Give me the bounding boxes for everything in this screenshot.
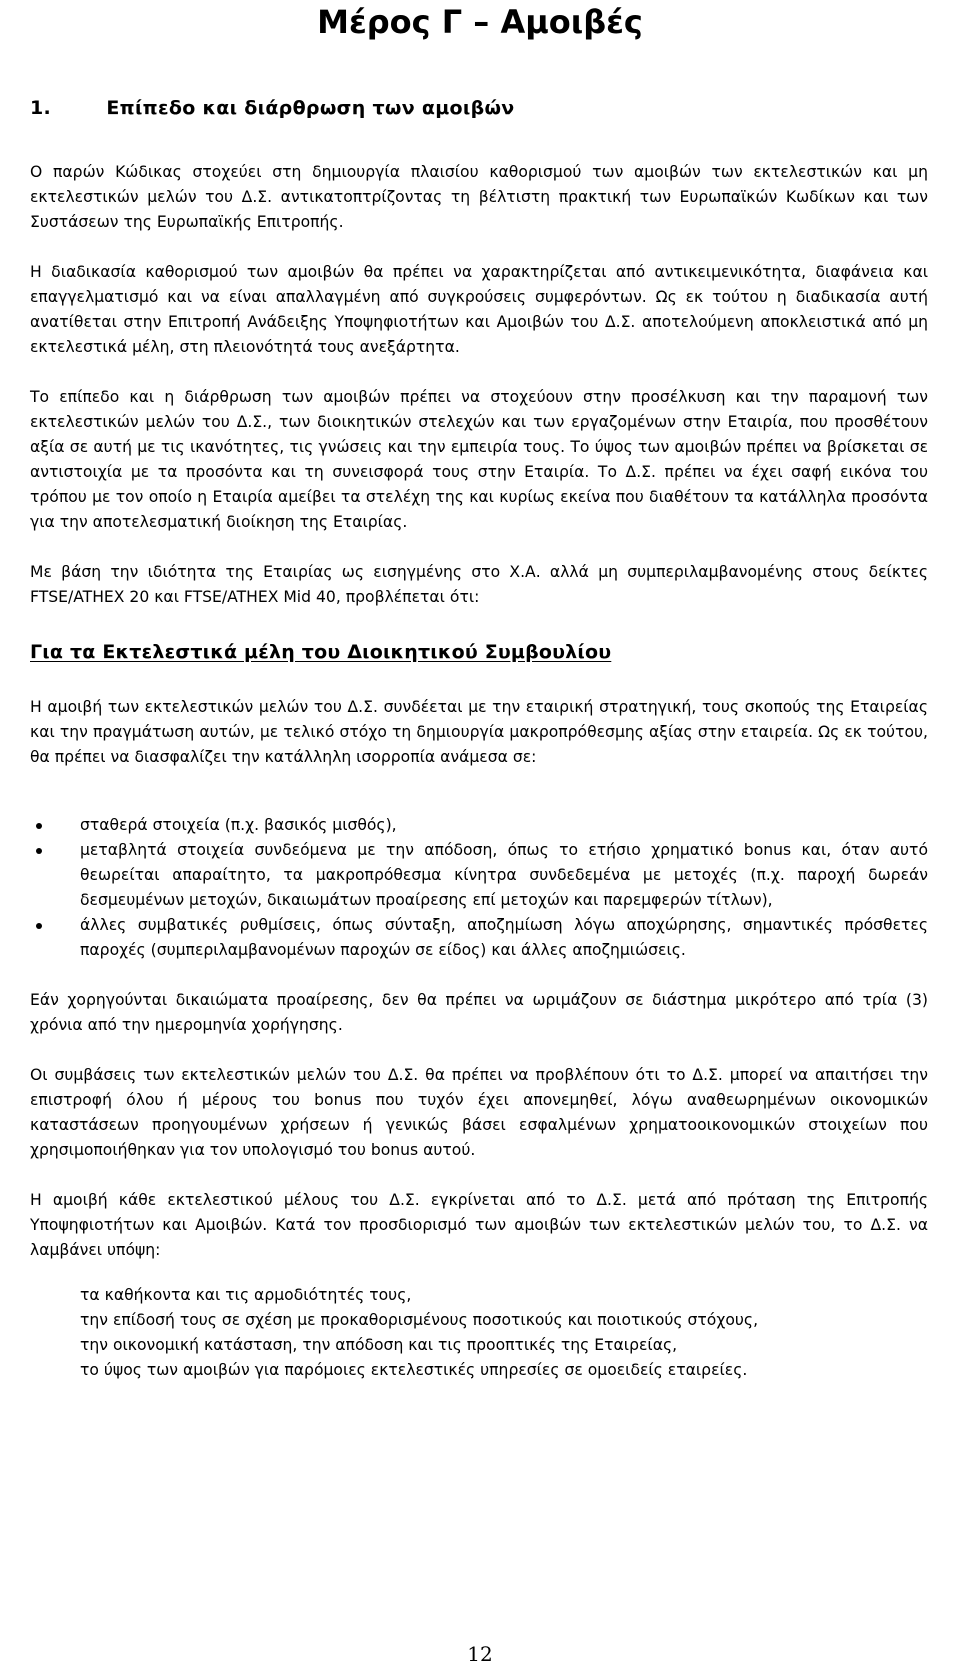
bullet-icon	[36, 823, 42, 829]
page-title: Μέρος Γ – Αμοιβές	[317, 3, 643, 41]
considerations-list	[30, 1283, 928, 1383]
paragraph-remuneration-level: Το επίπεδο και η διάρθρωση των αμοιβών πρέπει να στοχεύουν στην προσέλκυση και την παραμονή των εκτελεστικών μελών του Δ.Σ., των διοικητικών στελεχών και των εργαζομένων στην Εταιρία, που προσθέτουν αξία σε αυτή με τις ικανότητες, τις γνώσεις και την εμπειρία τους. Το ύψος των αμοιβών πρέπει να βρίσκεται σε αντιστοιχία με τα προσόντα και τη συνεισφορά τους στην Εταιρία. Το Δ.Σ. πρέπει να έχει σαφή εικόνα του τρόπου με τον οποίο η Εταιρία αμείβει τα στελέχη της και κυρίως εκείνα που διαθέτουν τα κατάλληλα προσόντα για την αποτελεσματική διοίκηση της Εταιρίας.	[30, 388, 928, 531]
list-item: την οικονομική κατάσταση, την απόδοση και τις προοπτικές της Εταιρείας,	[80, 1336, 678, 1354]
paragraph-remuneration-process: Η διαδικασία καθορισμού των αμοιβών θα πρέπει να χαρακτηρίζεται από αντικειμενικότητα, διαφάνεια και επαγγελματισμό και να είναι απαλλαγμένη από συγκρούσεις συμφερόντων. Ως εκ τούτου η διαδικασία αυτή ανατίθεται στην Επιτροπή Ανάδειξης Υποψηφιοτήτων και Αμοιβών του Δ.Σ. αποτελούμενη αποκλειστικά από μη εκτελεστικά μέλη, στη πλειονότητά τους ανεξάρτητα.	[30, 263, 928, 356]
list-item: τα καθήκοντα και τις αρμοδιότητές τους,	[80, 1286, 412, 1304]
paragraph-code-purpose: Ο παρών Κώδικας στοχεύει στη δημιουργία πλαισίου καθορισμού των αμοιβών των εκτελεστικών και μη εκτελεστικών μελών του Δ.Σ. αντικατοπτρίζοντας τη βέλτιστη πρακτική των Ευρωπαϊκών Κωδίκων και των Συστάσεων της Ευρωπαϊκής Επιτροπής.	[30, 163, 928, 231]
list-item: το ύψος των αμοιβών για παρόμοιες εκτελεστικές υπηρεσίες σε ομοειδείς εταιρείες.	[80, 1361, 748, 1379]
paragraph-executive-balance: Η αμοιβή των εκτελεστικών μελών του Δ.Σ. συνδέεται με την εταιρική στρατηγική, τους σκοπούς της Εταιρείας και την πραγμάτωση αυτών, με τελικό στόχο τη δημιουργία μακροπρόθεσμης αξίας στην εταιρεία. Ως εκ τούτου, θα πρέπει να διασφαλίζει την κατάλληλη ισορροπία ανάμεσα σε:	[30, 698, 928, 766]
paragraph-bonus-clawback: Οι συμβάσεις των εκτελεστικών μελών του Δ.Σ. θα πρέπει να προβλέπουν ότι το Δ.Σ. μπορεί να απαιτήσει την επιστροφή όλου ή μέρους του bonus που τυχόν έχει απονεμηθεί, λόγω αναθεωρημένων οικονομικών καταστάσεων προηγουμένων χρήσεων ή γενικώς βάσει εσφαλμένων χρηματοοικονομικών στοιχείων που χρησιμοποιήθηκαν για τον υπολογισμό του bonus αυτού.	[30, 1066, 928, 1159]
page-number: 12	[467, 1642, 493, 1666]
list-item	[30, 813, 928, 838]
remuneration-elements-list	[30, 813, 928, 963]
list-item-text: άλλες συμβατικές ρυθμίσεις, όπως σύνταξη, αποζημίωση λόγω αποχώρησης, σημαντικές πρόσθετες παροχές (συμπεριλαμβανομένων παροχών σε είδος) και άλλες αποζημιώσεις.	[80, 916, 928, 959]
bullet-icon	[36, 923, 42, 929]
paragraph-approval: Η αμοιβή κάθε εκτελεστικού μέλους του Δ.Σ. εγκρίνεται από το Δ.Σ. μετά από πρόταση της Επιτροπής Υποψηφιοτήτων και Αμοιβών. Κατά τον προσδιορισμό των αμοιβών των εκτελεστικών μελών του, το Δ.Σ. να λαμβάνει υπόψη:	[30, 1191, 928, 1259]
bullet-icon	[36, 848, 42, 854]
list-item	[30, 913, 928, 963]
subheading-executive-members: Για τα Εκτελεστικά μέλη του Διοικητικού Συμβουλίου	[30, 641, 612, 663]
page-content	[30, 96, 928, 1383]
list-item-text: σταθερά στοιχεία (π.χ. βασικός μισθός),	[80, 816, 397, 834]
paragraph-stock-options: Εάν χορηγούνται δικαιώματα προαίρεσης, δεν θα πρέπει να ωριμάζουν σε διάστημα μικρότερο από τρία (3) χρόνια από την ημερομηνία χορήγησης.	[30, 991, 928, 1034]
list-item	[30, 838, 928, 913]
list-item-text: μεταβλητά στοιχεία συνδεόμενα με την απόδοση, όπως το ετήσιο χρηματικό bonus και, όταν αυτό θεωρείται απαραίτητο, τα μακροπρόθεσμα κίνητρα συνδεδεμένα με μετοχές (π.χ. παροχή δωρεάν δεσμευμένων μετοχών, δικαιωμάτων προαίρεσης επί μετοχών και παρεμφερών τίτλων),	[80, 841, 928, 909]
section-heading: 1. Επίπεδο και διάρθρωση των αμοιβών	[30, 97, 515, 119]
list-item: την επίδοσή τους σε σχέση με προκαθορισμένους ποσοτικούς και ποιοτικούς στόχους,	[80, 1311, 759, 1329]
paragraph-listed-company: Με βάση την ιδιότητα της Εταιρίας ως εισηγμένης στο Χ.Α. αλλά μη συμπεριλαμβανομένης στους δείκτες FTSE/ATHEX 20 και FTSE/ATHEX Mid 40, προβλέπεται ότι:	[30, 563, 928, 606]
